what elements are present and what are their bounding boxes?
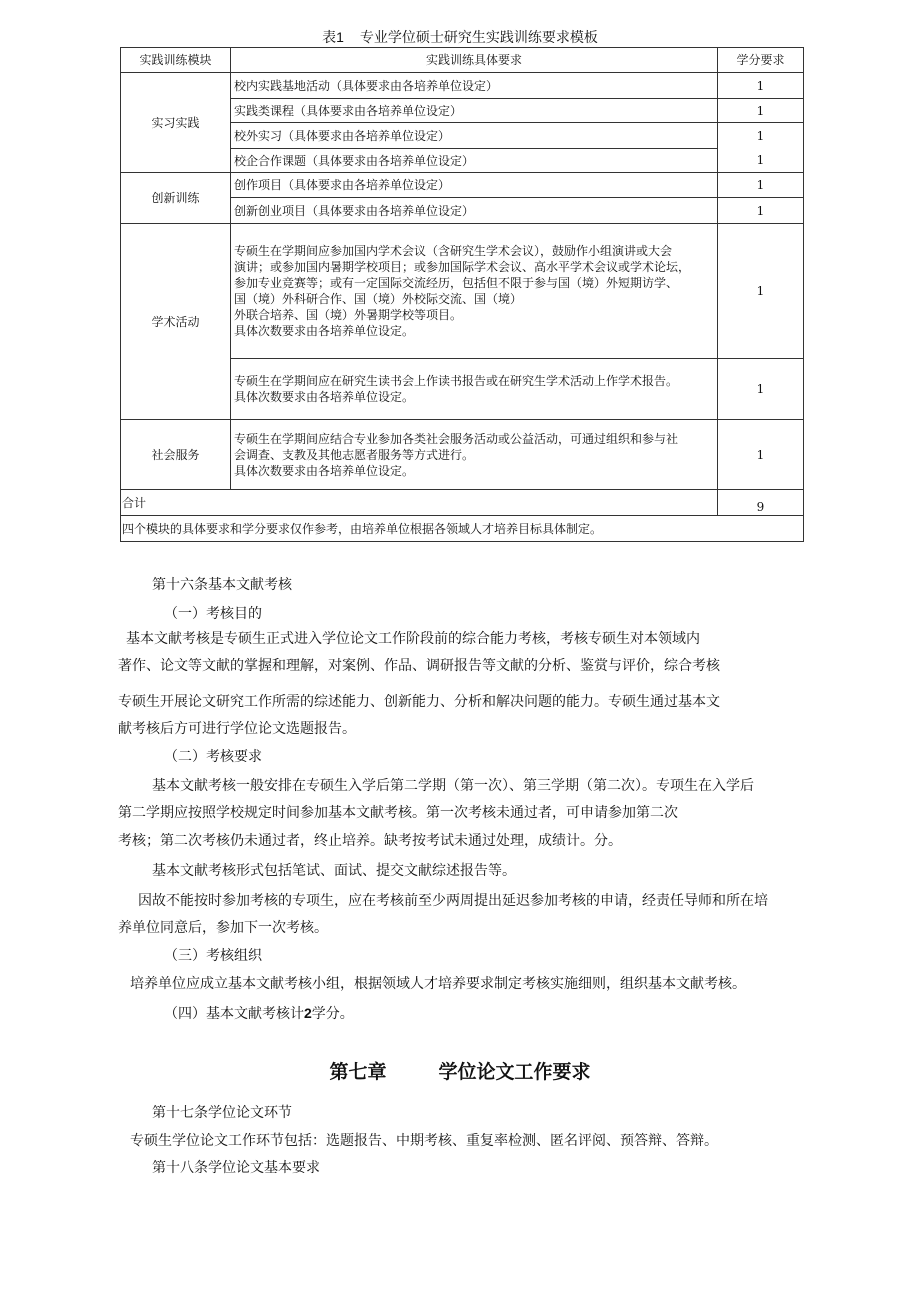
table-title: 专业学位硕士研究生实践训练要求模板 [359, 30, 598, 46]
module-academic: 学术活动 [121, 224, 231, 420]
table-number: 表1 [322, 29, 344, 45]
header-requirement: 实践训练具体要求 [231, 48, 718, 73]
section-4-title [164, 1004, 354, 1023]
requirement-line: 参加专业竞赛等；或有一定国际交流经历，包括但不限于参与国（境）外短期访学、 [234, 276, 679, 290]
paragraph: 养单位同意后，参加下一次考核。 [118, 920, 328, 936]
section-1-title: （一）考核目的 [164, 606, 262, 622]
article-17-title: 第十七条学位论文环节 [152, 1105, 292, 1121]
table-row [121, 73, 804, 99]
section-4-number: 2 [304, 1005, 312, 1021]
requirement-line: 外联合培养、国（境）外暑期学校等项目。 [234, 308, 463, 322]
requirement-line: 专硕生在学期间应参加国内学术会议（含研究生学术会议），鼓励作小组演讲或大会 [234, 244, 673, 258]
requirement-cell: 校内实践基地活动（具体要求由各培养单位设定） [231, 73, 718, 99]
table-total-row [121, 490, 804, 516]
paragraph: 献考核后方可进行学位论文选题报告。 [118, 721, 356, 737]
credit-cell: 1 [718, 173, 804, 198]
requirement-line: 专硕生在学期间应在研究生读书会上作读书报告或在研究生学术活动上作学术报告。 [234, 374, 679, 388]
requirement-cell: 实践类课程（具体要求由各培养单位设定） [231, 99, 718, 123]
requirement-line: 具体次数要求由各培养单位设定。 [234, 463, 415, 478]
paragraph: 基本文献考核形式包括笔试、面试、提交文献综述报告等。 [152, 863, 516, 879]
requirement-cell: 校企合作课题（具体要求由各培养单位设定） [231, 149, 718, 173]
table-row [121, 173, 804, 198]
paragraph: 专硕生开展论文研究工作所需的综述能力、创新能力、分析和解决问题的能力。专硕生通过基本文 [118, 694, 720, 710]
credit-cell: 1 [718, 359, 804, 420]
table-note: 四个模块的具体要求和学分要求仅作参考，由培养单位根据各领域人才培养目标具体制定。 [121, 516, 804, 542]
total-label: 合计 [121, 490, 718, 516]
credit-cell: 1 [718, 73, 804, 99]
header-module: 实践训练模块 [121, 48, 231, 73]
credit-cell: 1 [718, 99, 804, 123]
requirement-cell-multiline [231, 420, 718, 490]
requirement-cell-multiline [231, 359, 718, 420]
paragraph: 基本文献考核一般安排在专硕生入学后第二学期（第一次）、第三学期（第二次）。专项生在入学后 [152, 778, 754, 794]
table-caption [0, 28, 920, 47]
article-18-title: 第十八条学位论文基本要求 [152, 1160, 320, 1176]
paragraph: 基本文献考核是专硕生正式进入学位论文工作阶段前的综合能力考核，考核专硕生对本领域内 [126, 631, 700, 647]
requirement-line: 会调查、支教及其他志愿者服务等方式进行。 [234, 447, 475, 462]
credit-cell: 1 [718, 198, 804, 224]
requirement-cell: 校外实习（具体要求由各培养单位设定） [231, 123, 718, 149]
credit-value: 1 [756, 152, 765, 167]
header-credit: 学分要求 [718, 48, 804, 73]
paragraph: 培养单位应成立基本文献考核小组，根据领域人才培养要求制定考核实施细则，组织基本文献考核。 [130, 976, 746, 992]
requirement-line: 专硕生在学期间应结合专业参加各类社会服务活动或公益活动，可通过组织和参与社 [234, 431, 679, 446]
section-4-text: （四）基本文献考核计 [164, 1006, 304, 1022]
table-header-row [121, 48, 804, 73]
chapter-title: 学位论文工作要求 [438, 1061, 591, 1083]
chapter-heading [0, 1057, 920, 1084]
requirement-line: 演讲；或参加国内暑期学校项目；或参加国际学术会议、高水平学术会议或学术论坛， [234, 260, 691, 274]
requirement-cell: 创新创业项目（具体要求由各培养单位设定） [231, 198, 718, 224]
chapter-number: 第七章 [329, 1061, 387, 1083]
practice-training-table [120, 47, 804, 542]
module-internship: 实习实践 [121, 73, 231, 173]
paragraph: 专硕生学位论文工作环节包括：选题报告、中期考核、重复率检测、匿名评阅、预答辩、答辩。 [130, 1133, 718, 1149]
table-note-row [121, 516, 804, 542]
article-16-title: 第十六条基本文献考核 [152, 577, 292, 593]
credit-cell: 1 [718, 420, 804, 490]
credit-cell: 1 [718, 224, 804, 359]
requirement-line: 具体次数要求由各培养单位设定。 [234, 390, 415, 404]
paragraph: 考核；第二次考核仍未通过者，终止培养。缺考按考试未通过处理，成绩计。分。 [118, 833, 622, 849]
section-2-title: （二）考核要求 [164, 749, 262, 765]
section-3-title: （三）考核组织 [164, 948, 262, 964]
paragraph: 著作、论文等文献的掌握和理解，对案例、作品、调研报告等文献的分析、鉴赏与评价，综合考核 [118, 658, 720, 674]
paragraph: 第二学期应按照学校规定时间参加基本文献考核。第一次考核未通过者，可申请参加第二次 [118, 805, 678, 821]
section-4-text: 学分。 [311, 1006, 354, 1022]
module-innovation: 创新训练 [121, 173, 231, 224]
table-row [121, 224, 804, 359]
paragraph: 因故不能按时参加考核的专项生，应在考核前至少两周提出延迟参加考核的申请，经责任导师和所在培 [138, 893, 768, 909]
requirement-line: 具体次数要求由各培养单位设定。 [234, 324, 415, 338]
module-social-service: 社会服务 [121, 420, 231, 490]
requirement-line: 国（境）外科研合作、国（境）外校际交流、国（境） [234, 292, 523, 306]
credit-value: 1 [756, 128, 765, 143]
requirement-cell: 创作项目（具体要求由各培养单位设定） [231, 173, 718, 198]
credit-cell-merged [718, 123, 804, 173]
table-row [121, 420, 804, 490]
total-value: 9 [718, 490, 804, 516]
requirement-cell-multiline [231, 224, 718, 359]
